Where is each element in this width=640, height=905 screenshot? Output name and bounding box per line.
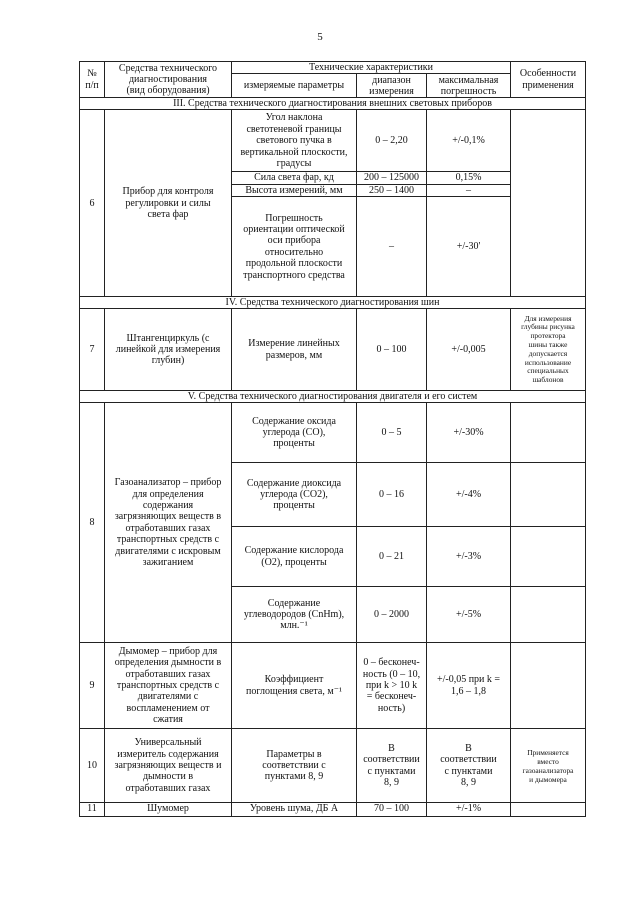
row-9-range: 0 – бесконеч- ность (0 – 10, при k > 10 k = бесконеч- ность)	[357, 643, 427, 729]
header-params: измеряемые параметры	[232, 74, 357, 98]
row-6-param-3: Высота измерений, мм	[232, 184, 357, 196]
header-features: Особенности применения	[511, 62, 586, 98]
row-8-error-3: +/-3%	[427, 527, 511, 587]
row-6-range-3: 250 – 1400	[357, 184, 427, 196]
row-8-features-4	[511, 587, 586, 643]
row-6-param-2: Сила света фар, кд	[232, 172, 357, 184]
row-8-range-2: 0 – 16	[357, 463, 427, 527]
section-5-title: V. Средства технического диагностирования двигателя и его систем	[80, 391, 586, 403]
row-8-features-3	[511, 527, 586, 587]
row-7-error: +/-0,005	[427, 309, 511, 391]
row-8-error-4: +/-5%	[427, 587, 511, 643]
row-11-name: Шумомер	[105, 803, 232, 817]
row-8-range-4: 0 – 2000	[357, 587, 427, 643]
row-8-param-3: Содержание кислорода (О2), проценты	[232, 527, 357, 587]
row-10-num: 10	[80, 729, 105, 803]
header-range: диапазон измерения	[357, 74, 427, 98]
row-8-features-1	[511, 403, 586, 463]
row-7-param: Измерение линейных размеров, мм	[232, 309, 357, 391]
header-means: Средства технического диагностирования (вид оборудования)	[105, 62, 232, 98]
section-4-title: IV. Средства технического диагностирования шин	[80, 297, 586, 309]
row-7-features: Для измерения глубины рисунка протектора шины также допускается использование специальных шаблонов	[511, 309, 586, 391]
row-10-error: В соответствии с пунктами 8, 9	[427, 729, 511, 803]
row-9-features	[511, 643, 586, 729]
row-11-features	[511, 803, 586, 817]
row-7-name: Штангенциркуль (с линейкой для измерения глубин)	[105, 309, 232, 391]
row-8-param-4: Содержание углеводородов (CnHm), млн.⁻¹	[232, 587, 357, 643]
header-error: максимальная погрешность	[427, 74, 511, 98]
row-9-name: Дымомер – прибор для определения дымности в отработавших газах транспортных средств с двигателями с воспламенением от сжатия	[105, 643, 232, 729]
row-6-num: 6	[80, 110, 105, 297]
row-8-error-1: +/-30%	[427, 403, 511, 463]
row-9-num: 9	[80, 643, 105, 729]
diagnostics-table	[79, 61, 586, 817]
row-8-name: Газоанализатор – прибор для определения содержания загрязняющих веществ в отработавших газах транспортных средств с двигателями с искровым зажиганием	[105, 403, 232, 643]
row-6-param-1: Угол наклона светотеневой границы светового пучка в вертикальной плоскости, градусы	[232, 110, 357, 172]
page-number: 5	[317, 31, 323, 43]
row-7-num: 7	[80, 309, 105, 391]
header-num: № п/п	[80, 62, 105, 98]
section-3-title: III. Средства технического диагностирования внешних световых приборов	[80, 98, 586, 110]
row-6-error-1: +/-0,1%	[427, 110, 511, 172]
row-10-range: В соответствии с пунктами 8, 9	[357, 729, 427, 803]
row-8-features-2	[511, 463, 586, 527]
row-8-range-3: 0 – 21	[357, 527, 427, 587]
row-8-range-1: 0 – 5	[357, 403, 427, 463]
row-6-error-4: +/-30'	[427, 197, 511, 297]
row-6-name: Прибор для контроля регулировки и силы света фар	[105, 110, 232, 297]
row-8-param-2: Содержание диоксида углерода (СО2), проценты	[232, 463, 357, 527]
row-6-range-2: 200 – 125000	[357, 172, 427, 184]
row-6-features	[511, 110, 586, 297]
header-tech-characteristics: Технические характеристики	[232, 62, 511, 74]
row-7-range: 0 – 100	[357, 309, 427, 391]
row-10-param: Параметры в соответствии с пунктами 8, 9	[232, 729, 357, 803]
row-8-num: 8	[80, 403, 105, 643]
row-11-range: 70 – 100	[357, 803, 427, 817]
row-9-error: +/-0,05 при k = 1,6 – 1,8	[427, 643, 511, 729]
row-8-error-2: +/-4%	[427, 463, 511, 527]
row-6-range-1: 0 – 2,20	[357, 110, 427, 172]
row-6-error-2: 0,15%	[427, 172, 511, 184]
row-10-features: Применяется вместо газоанализатора и дымомера	[511, 729, 586, 803]
row-11-num: 11	[80, 803, 105, 817]
row-10-name: Универсальный измеритель содержания загрязняющих веществ и дымности в отработавших газах	[105, 729, 232, 803]
row-6-param-4: Погрешность ориентации оптической оси прибора относительно продольной плоскости транспортного средства	[232, 197, 357, 297]
row-8-param-1: Содержание оксида углерода (СО), проценты	[232, 403, 357, 463]
row-9-param: Коэффициент поглощения света, м⁻¹	[232, 643, 357, 729]
row-11-error: +/-1%	[427, 803, 511, 817]
row-11-param: Уровень шума, ДБ А	[232, 803, 357, 817]
row-6-error-3: –	[427, 184, 511, 196]
row-6-range-4: –	[357, 197, 427, 297]
